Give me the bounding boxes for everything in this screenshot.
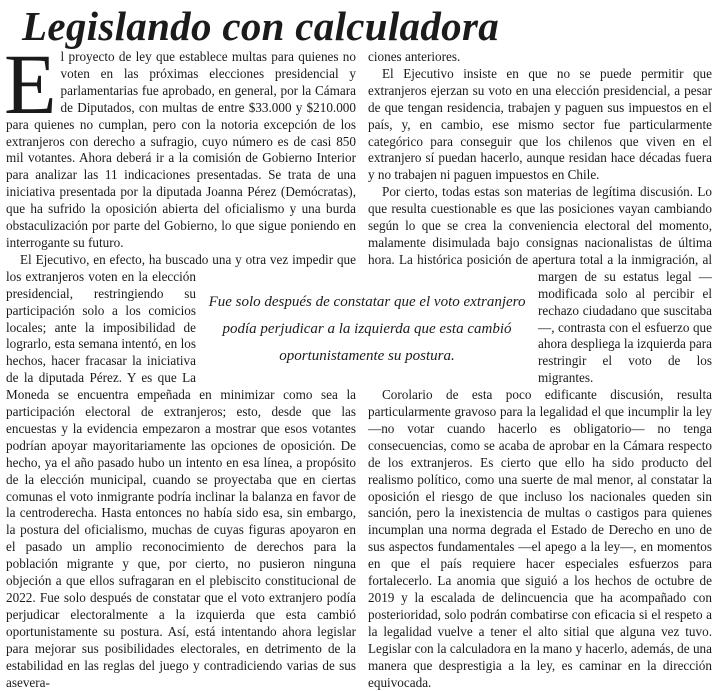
- pull-quote: Fue solo después de constatar que el voto extranjero podía perjudicar a la izquierda que esta cambió oportunistamente su postura.: [200, 289, 534, 370]
- drop-cap: E: [4, 36, 57, 132]
- paragraph-4-text: Por cierto, todas estas son materias de legítima discusión. Lo que resulta cuestionable es que las posiciones vayan cambiando según lo que se crea la conveniencia electoral del momento, malamente disimulada bajo consignas nacionalistas de última hora. La histórica posición de apertura total a la inmigración, al margen de su estatus legal —modificada solo al percibir el rechazo ciudadano que suscitaba—, contrasta con el esfuerzo que ahora despliega la izquierda para restringir el voto de los migrantes.: [368, 184, 712, 386]
- paragraph-5: Corolario de esta poco edificante discusión, resulta particularmente gravoso para la legalidad el que incumplir la ley —no votar cuando hacerlo es obligatorio— no tenga consecuencias, como se acaba de aprobar en la Cámara respecto de los extranjeros. Es cierto que ello ha sido producto del realismo político, como una suerte de mal menor, al constatar la oposición el riesgo de que incluso los nacionales queden sin sanción, pero la inexistencia de multas o castigos para quienes incumplan una norma degrada el Estado de Derecho en uno de sus aspectos fundamentales —el apego a la ley—, en momentos en que el país requiere hacer especiales esfuerzos para fortalecerlo. La anomia que siguió a los hechos de octubre de 2019 y la escalada de delincuencia que ha acompañado con posterioridad, solo podrán combatirse con eficacia si el respeto a la legalidad vuelve a tener el alto sitial que alguna vez tuvo. Legislar con la calculadora en la mano y hacerlo, además, de una manera que desprestigia a la ley, es caminar en la dirección equivocada.: [368, 387, 712, 690]
- paragraph-2-text: El Ejecutivo, en efecto, ha buscado una y otra vez impedir que los extranjeros voten en la elección presidencial, restringiendo su participación solo a los comicios locales; ante la imposibilidad de lograrlo, esta semana intentó, en los hechos, hacer fracasar la iniciativa de la diputada Pérez. Y es que La Moneda se encuentra empeñada en minimizar como sea la participación electoral de extranjeros; esto, desde que las encuestas y la evidencia empezaron a mostrar que esos votantes podrían apoyar mayoritariamente las opciones de oposición. De hecho, ya el año pasado hubo un intento en esa línea, a propósito de la elección municipal, cuando se proyectaba que en ciertas comunas el voto inmigrante podría inclinar la balanza en favor de la centroderecha. Hasta entonces no había sido esa, sin embargo, la postura del oficialismo, muchas de cuyas figuras apoyaron en el pasado un amplio reconocimiento de derechos para la población migrante y que, por cierto, no pusieron ninguna objeción a que ellos sufragaran en el plebiscito constitucional de 2022. Fue solo después de constatar que el voto extranjero podía perjudicar electoralmente a la izquierda que esta cambió oportunistamente su postura. Así, está intentando ahora legislar para mejorar sus posibilidades electorales, en detrimento de la estabilidad en las reglas del juego y contradiciendo varias de sus asevera-: [6, 251, 356, 690]
- paragraph-3: El Ejecutivo insiste en que no se puede permitir que extranjeros ejerzan su voto en una elección presidencial, a pesar de que tengan residencia, trabajen y paguen sus impuestos en el país, y, en cambio, ese mismo sector fue particularmente categórico para conseguir que los chilenos que viven en el extranjero sí puedan hacerlo, aunque residan hace décadas fuera y no trabajen ni paguen impuestos en Chile.: [368, 65, 712, 183]
- paragraph-2-cont: ciones anteriores.: [368, 49, 461, 64]
- paragraph-1: [4, 36, 356, 252]
- article-column-left: [4, 36, 356, 691]
- paragraph-1-text: l proyecto de ley que establece multas para quienes no voten en las próximas elecciones presidencial y parlamentarias fue aprobado, en general, por la Cámara de Diputados, con multas de entre $33.000 y $210.000 para quienes no cumplan, pero con la notoria excepción de los extranjeros con derecho a sufragio, cuyo número es de casi 850 mil votantes. Ahora deberá ir a la comisión de Gobierno Interior para analizar las 11 indicaciones presentadas. Se trata de una iniciativa presentada por la diputada Joanna Pérez (Demócratas), que ha sufrido la oposición abierta del oficialismo y una burda obstaculización por parte del Gobierno, lo que sigue poniendo en interrogante su futuro.: [6, 49, 356, 250]
- article-column-right: [368, 49, 712, 691]
- article-title: Legislando con calculadora: [22, 3, 500, 49]
